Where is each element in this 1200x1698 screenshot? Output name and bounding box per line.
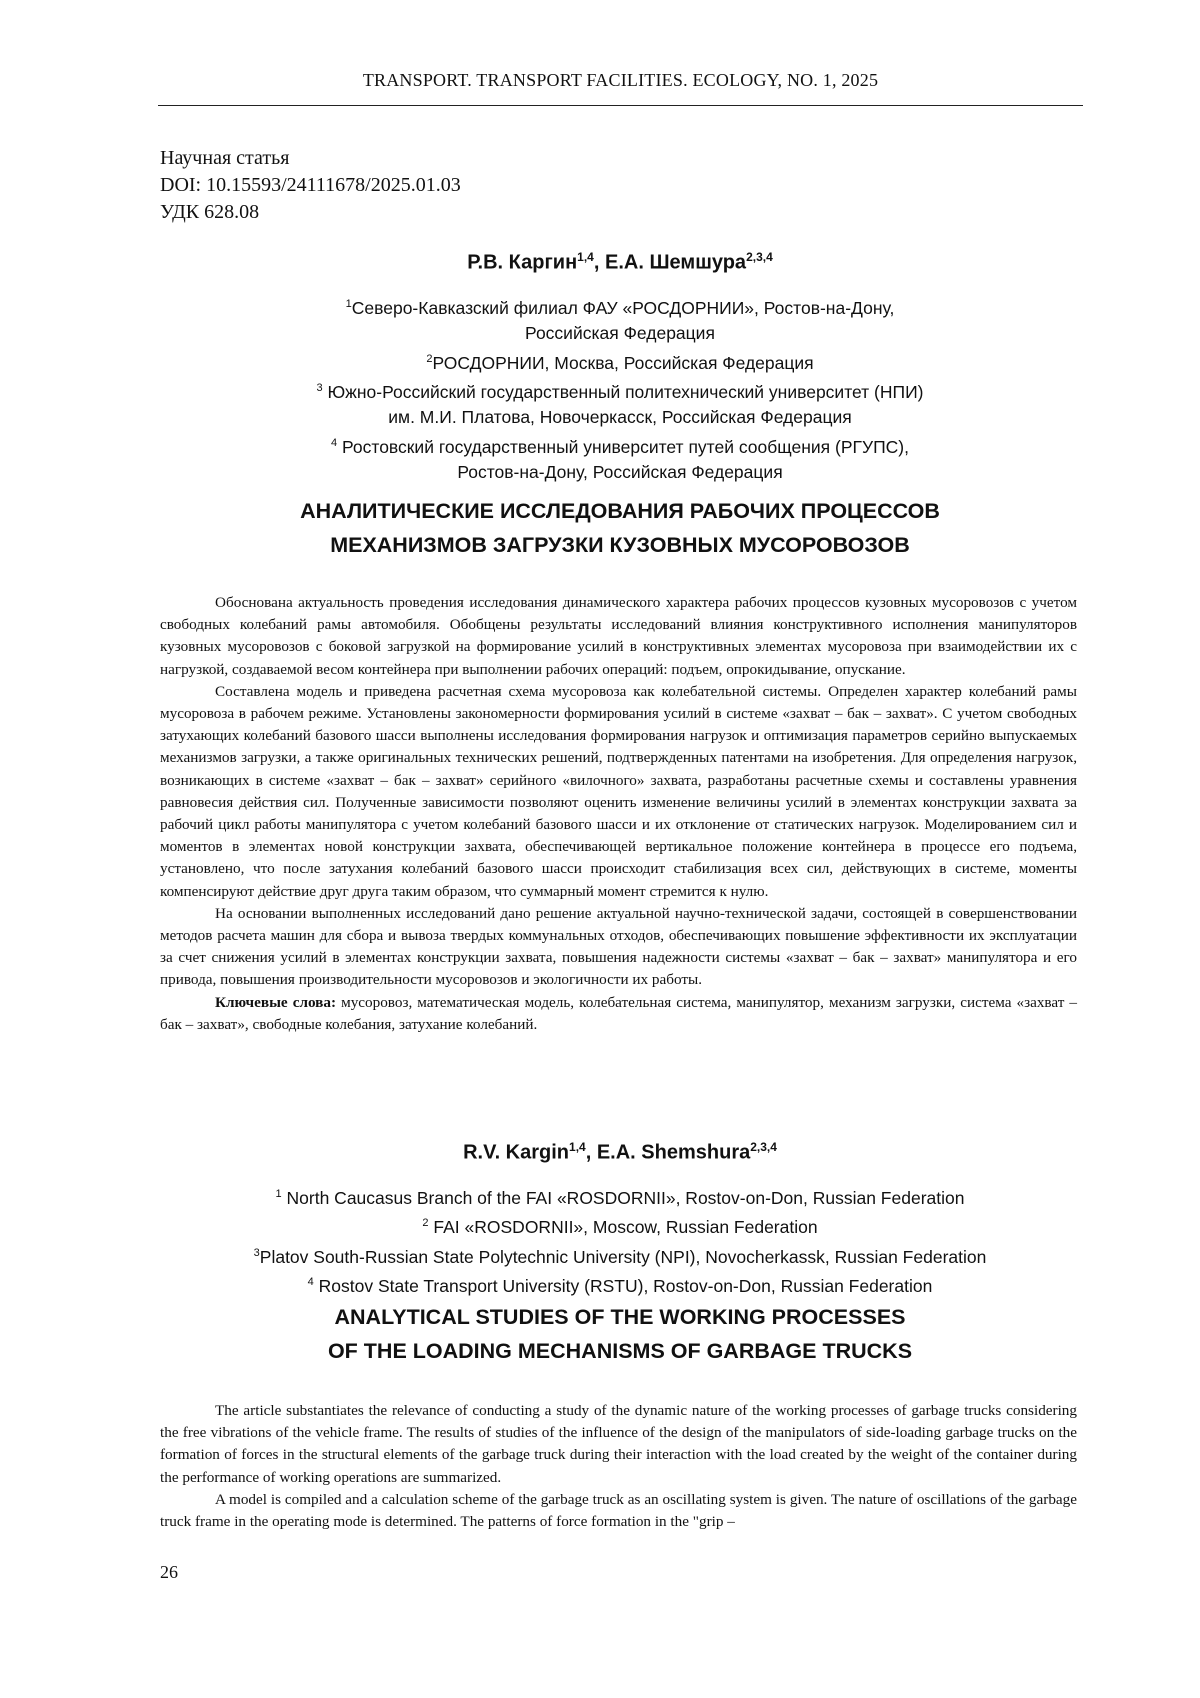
article-title-ru: АНАЛИТИЧЕСКИЕ ИССЛЕДОВАНИЯ РАБОЧИХ ПРОЦЕССОВ МЕХАНИЗМОВ ЗАГРУЗКИ КУЗОВНЫХ МУСОРОВОЗОВ [160,494,1080,562]
udc: УДК 628.08 [160,199,461,226]
abstract-paragraph: Составлена модель и приведена расчетная схема мусоровоза как колебательной системы. Определен характер колебаний рамы мусоровоза в рабочем режиме. Установлены закономерности формирования усилий в системе «захват – бак – захват». С учетом свободных затухающих колебаний базового шасси выполнены исследования формирования нагрузок и оптимизация параметров серийно выпускаемых механизмов загрузки, а также оригинальных технических решений, подтвержденных патентами на изобретения. Для определения нагрузок, возникающих в системе «захват – бак – захват» серийного «вилочного» захвата, разработаны расчетные схемы и составлены уравнения равновесия действия сил. Полученные зависимости позволяют оценить изменение величины усилий в элементах конструкции захвата за рабочий цикл работы манипулятора с учетом колебаний базового шасси и их отклонение от статических нагрузок. Моделированием сил и моментов в элементах новой конструкции захвата, обеспечивающей вертикальное положение контейнера в процессе его подъема, установлено, что после затухания колебаний базового шасси происходит стабилизация всех сил, действующих в системе, моменты компенсируют действие друг друга таким образом, что суммарный момент стремится к нулю. [160,681,1077,903]
author-name: R.V. Kargin [463,1142,569,1164]
keywords-label: Ключевые слова: [215,994,336,1011]
author-affil-sup: 2,3,4 [750,1140,777,1154]
affiliation: 4 Rostov State Transport University (RSTU), Rostov-on-Don, Russian Federation [160,1270,1080,1299]
author-affil-sup: 2,3,4 [746,250,773,264]
affiliation: 4 Ростовский государственный университет путей сообщения (РГУПС), [160,431,1080,460]
authors-en: R.V. Kargin1,4, E.A. Shemshura2,3,4 [160,1140,1080,1165]
abstract-paragraph: Обоснована актуальность проведения исследования динамического характера рабочих процессов кузовных мусоровозов с учетом свободных колебаний рамы автомобиля. Обобщены результаты исследований влияния конструктивного исполнения манипуляторов кузовных мусоровозов с боковой загрузкой на формирование усилий в конструктивных элементах мусоровоза при взаимодействии их с нагрузкой, создаваемой весом контейнера при выполнении рабочих операций: подъем, опрокидывание, опускание. [160,592,1077,681]
author-name: Р.В. Каргин [467,252,577,274]
author-affil-sup: 1,4 [577,250,594,264]
journal-header: TRANSPORT. TRANSPORT FACILITIES. ECOLOGY, NO. 1, 2025 [158,70,1083,91]
affiliation: 3Platov South-Russian State Polytechnic University (NPI), Novocherkassk, Russian Federation [160,1241,1080,1270]
affiliation-cont: им. М.И. Платова, Новочеркасск, Российская Федерация [160,405,1080,431]
affiliation: 1 North Caucasus Branch of the FAI «ROSDORNII», Rostov-on-Don, Russian Federation [160,1182,1080,1211]
affiliations-ru [160,292,1080,486]
affiliation: 2 FAI «ROSDORNII», Moscow, Russian Federation [160,1211,1080,1240]
article-type: Научная статья [160,145,461,172]
affiliation: 2РОСДОРНИИ, Москва, Российская Федерация [160,347,1080,376]
affiliations-en [160,1182,1080,1299]
author-affil-sup: 1,4 [569,1140,586,1154]
affiliation: 3 Южно-Российский государственный политехнический университет (НПИ) [160,376,1080,405]
affiliation: 1Северо-Кавказский филиал ФАУ «РОСДОРНИИ», Ростов-на-Дону, [160,292,1080,321]
abstract-paragraph: The article substantiates the relevance of conducting a study of the dynamic nature of the working processes of garbage trucks considering the free vibrations of the vehicle frame. The results of studies of the influence of the design of the manipulators of side-loading garbage trucks on the formation of forces in the structural elements of the garbage truck during their interaction with the load created by the weight of the container during the performance of working operations are summarized. [160,1400,1077,1489]
header-divider [158,105,1083,106]
author-name: Е.А. Шемшура [605,252,746,274]
affiliation-cont: Ростов-на-Дону, Российская Федерация [160,460,1080,486]
page-number: 26 [160,1562,178,1583]
affiliation-cont: Российская Федерация [160,321,1080,347]
article-meta [160,145,461,226]
abstract-ru [160,592,1077,1036]
article-title-en: ANALYTICAL STUDIES OF THE WORKING PROCESSES OF THE LOADING MECHANISMS OF GARBAGE TRUCKS [160,1300,1080,1368]
abstract-paragraph: A model is compiled and a calculation scheme of the garbage truck as an oscillating system is given. The nature of oscillations of the garbage truck frame in the operating mode is determined. The patterns of force formation in the "grip – [160,1489,1077,1533]
keywords: Ключевые слова: мусоровоз, математическая модель, колебательная система, манипулятор, механизм загрузки, система «захват – бак – захват», свободные колебания, затухание колебаний. [160,992,1077,1036]
doi: DOI: 10.15593/24111678/2025.01.03 [160,172,461,199]
authors-ru: Р.В. Каргин1,4, Е.А. Шемшура2,3,4 [160,250,1080,275]
abstract-en [160,1400,1077,1533]
author-name: E.A. Shemshura [597,1142,750,1164]
abstract-paragraph: На основании выполненных исследований дано решение актуальной научно-технической задачи, состоящей в совершенствовании методов расчета машин для сбора и вывоза твердых коммунальных отходов, обеспечивающих повышение эффективности их эксплуатации за счет снижения усилий в элементах конструкции захвата, повышения надежности системы «захват – бак – захват» манипулятора и его привода, повышения производительности мусоровозов и экологичности их работы. [160,903,1077,992]
